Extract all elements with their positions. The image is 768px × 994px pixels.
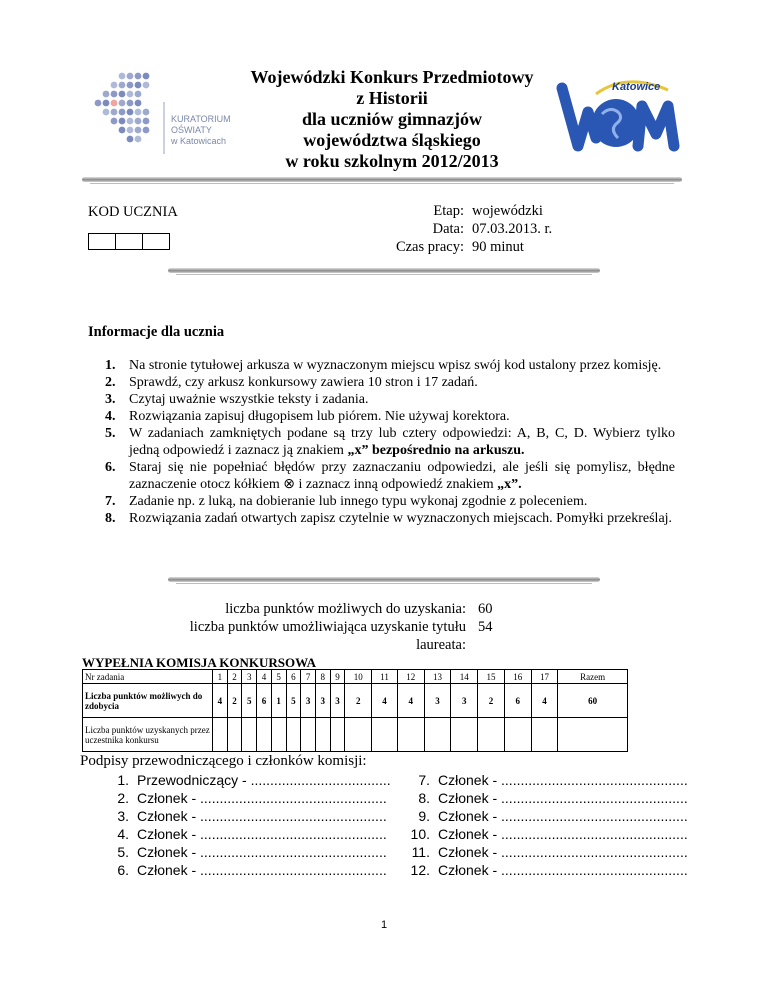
logo-dot bbox=[119, 82, 126, 89]
info-item: 5. W zadaniach zamkniętych podane są trzy lub cztery odpowiedzi: A, B, C, D. Wybierz tylko jedną odpowiedź i zaznacz ją znakiem „x” bezpośrednio na arkuszu. bbox=[105, 426, 675, 458]
task-number-cell: 3 bbox=[242, 670, 257, 684]
earned-points-cell[interactable] bbox=[558, 718, 628, 752]
page-number: 1 bbox=[380, 919, 388, 931]
info-item: 4. Rozwiązania zapisuj długopisem lub piórem. Nie używaj korektora. bbox=[105, 409, 510, 424]
score-table bbox=[82, 669, 628, 752]
signatures-heading: Podpisy przewodniczącego i członków komisji: bbox=[80, 753, 367, 769]
student-code-label: KOD UCZNIA bbox=[88, 204, 178, 220]
info-list bbox=[105, 357, 675, 527]
logo-dot bbox=[103, 100, 110, 107]
logo-dot bbox=[127, 73, 134, 80]
earned-points-cell[interactable] bbox=[286, 718, 301, 752]
task-number-cell: 15 bbox=[478, 670, 505, 684]
max-points-cell: 4 bbox=[213, 684, 228, 718]
signature-line[interactable]: 10. Członek - ................................................ bbox=[410, 826, 688, 842]
row-label: Liczba punktów uzyskanych przez uczestnika konkursu bbox=[83, 718, 213, 752]
task-number-cell: 12 bbox=[397, 670, 424, 684]
max-points-cell: 3 bbox=[451, 684, 478, 718]
max-points-row bbox=[83, 684, 628, 718]
logo-dot bbox=[143, 109, 150, 116]
earned-points-cell[interactable] bbox=[271, 718, 286, 752]
task-number-cell: 2 bbox=[227, 670, 242, 684]
max-points-cell: 2 bbox=[478, 684, 505, 718]
max-points-cell: 3 bbox=[330, 684, 345, 718]
logo-dot bbox=[119, 73, 126, 80]
logo-dot bbox=[135, 127, 142, 134]
info-item: 3. Czytaj uważnie wszystkie teksty i zadania. bbox=[105, 392, 369, 407]
task-number-cell: 17 bbox=[531, 670, 558, 684]
exam-time-label: Czas pracy: bbox=[395, 239, 464, 255]
points-summary bbox=[140, 600, 493, 654]
signature-line[interactable]: 6. Członek - ................................................ bbox=[117, 862, 387, 878]
max-points-value: 60 bbox=[478, 601, 493, 617]
logo-dot bbox=[119, 100, 126, 107]
task-number-cell: 16 bbox=[504, 670, 531, 684]
earned-points-cell[interactable] bbox=[451, 718, 478, 752]
max-points-cell: 4 bbox=[397, 684, 424, 718]
earned-points-cell[interactable] bbox=[242, 718, 257, 752]
points-row bbox=[140, 618, 493, 654]
code-box[interactable] bbox=[115, 233, 143, 250]
logo-dot bbox=[135, 118, 142, 125]
task-number-cell: 9 bbox=[330, 670, 345, 684]
earned-points-cell[interactable] bbox=[213, 718, 228, 752]
max-points-cell: 4 bbox=[372, 684, 398, 718]
exam-info-row bbox=[380, 220, 552, 238]
task-number-cell: 7 bbox=[301, 670, 316, 684]
max-points-cell: 60 bbox=[558, 684, 628, 718]
logo-dot bbox=[135, 136, 142, 143]
logo-dot bbox=[135, 100, 142, 107]
logo-dot bbox=[143, 127, 150, 134]
logo-dot bbox=[127, 100, 134, 107]
commission-heading: WYPEŁNIA KOMISJA KONKURSOWA bbox=[82, 655, 317, 670]
earned-points-cell[interactable] bbox=[315, 718, 330, 752]
points-row bbox=[140, 600, 493, 618]
exam-info-row bbox=[380, 202, 552, 220]
task-number-cell: 13 bbox=[424, 670, 451, 684]
max-points-cell: 3 bbox=[315, 684, 330, 718]
task-number-cell: 5 bbox=[271, 670, 286, 684]
max-points-cell: 5 bbox=[242, 684, 257, 718]
max-points-cell: 3 bbox=[424, 684, 451, 718]
code-box[interactable] bbox=[142, 233, 170, 250]
logo-dot bbox=[127, 109, 134, 116]
info-heading: Informacje dla ucznia bbox=[88, 324, 225, 340]
title-line: z Historii bbox=[356, 88, 428, 108]
laureate-points-value: 54 bbox=[478, 619, 493, 635]
max-points-cell: 3 bbox=[301, 684, 316, 718]
logo-dot bbox=[111, 82, 118, 89]
code-box[interactable] bbox=[88, 233, 116, 250]
divider bbox=[82, 177, 682, 182]
logo-dot bbox=[127, 136, 134, 143]
row-label: Liczba punktów możliwych do zdobycia bbox=[83, 684, 213, 718]
exam-info bbox=[380, 202, 552, 256]
logo-dot bbox=[143, 118, 150, 125]
earned-points-row bbox=[83, 718, 628, 752]
logo-dot bbox=[119, 127, 126, 134]
exam-date-label: Data: bbox=[432, 221, 464, 237]
logo-dot bbox=[127, 118, 134, 125]
max-points-label: liczba punktów możliwych do uzyskania: bbox=[225, 601, 466, 617]
task-number-cell: Razem bbox=[558, 670, 628, 684]
info-item: 8. Rozwiązania zadań otwartych zapisz czytelnie w wyznaczonych miejscach. Pomyłki przekreślaj. bbox=[105, 511, 673, 526]
exam-stage-value: wojewódzki bbox=[472, 203, 543, 219]
task-number-cell: 10 bbox=[345, 670, 372, 684]
divider bbox=[168, 268, 600, 273]
contest-title bbox=[232, 67, 552, 172]
max-points-cell: 1 bbox=[271, 684, 286, 718]
earned-points-cell[interactable] bbox=[372, 718, 398, 752]
title-line: dla uczniów gimnazjów bbox=[302, 109, 482, 129]
divider bbox=[168, 577, 600, 582]
signatures-right bbox=[410, 771, 688, 879]
logo-dot bbox=[135, 109, 142, 116]
logo-dot bbox=[103, 91, 110, 98]
laureate-points-label: liczba punktów umożliwiająca uzyskanie tytułu laureata: bbox=[189, 619, 466, 653]
max-points-cell: 2 bbox=[227, 684, 242, 718]
max-points-cell: 6 bbox=[257, 684, 272, 718]
row-label: Nr zadania bbox=[83, 670, 213, 684]
title-line: w roku szkolnym 2012/2013 bbox=[285, 151, 499, 171]
signature-line[interactable]: 2. Członek - ................................................ bbox=[117, 790, 387, 806]
signature-line[interactable]: 8. Członek - ................................................ bbox=[418, 790, 688, 806]
signature-line[interactable]: 4. Członek - ................................................ bbox=[117, 826, 387, 842]
task-number-cell: 1 bbox=[213, 670, 228, 684]
max-points-cell: 6 bbox=[504, 684, 531, 718]
signature-line[interactable]: 5. Członek - ................................................ bbox=[117, 844, 387, 860]
exam-date-value: 07.03.2013. r. bbox=[472, 221, 553, 237]
logo-dot bbox=[135, 91, 142, 98]
logo-dot bbox=[119, 118, 126, 125]
earned-points-cell[interactable] bbox=[424, 718, 451, 752]
task-number-cell: 14 bbox=[451, 670, 478, 684]
task-number-cell: 11 bbox=[372, 670, 398, 684]
signature-line[interactable]: 3. Członek - ................................................ bbox=[117, 808, 387, 824]
task-number-cell: 8 bbox=[315, 670, 330, 684]
logo-dot bbox=[119, 109, 126, 116]
kuratorium-text: KURATORIUM OŚWIATY w Katowicach bbox=[171, 114, 231, 146]
max-points-cell: 2 bbox=[345, 684, 372, 718]
logo-dot bbox=[143, 82, 150, 89]
exam-info-row bbox=[380, 238, 552, 256]
info-item: 1. Na stronie tytułowej arkusza w wyznaczonym miejscu wpisz swój kod ustalony przez komisję. bbox=[105, 358, 662, 373]
earned-points-cell[interactable] bbox=[478, 718, 505, 752]
signature-line[interactable]: 11. Członek - ................................................ bbox=[411, 844, 688, 860]
wom-katowice-label: Katowice bbox=[612, 81, 661, 93]
student-code-boxes[interactable] bbox=[88, 233, 170, 250]
earned-points-cell[interactable] bbox=[257, 718, 272, 752]
info-item: 6. Staraj się nie popełniać błędów przy zaznaczaniu odpowiedzi, ale jeśli się pomylisz, błędne zaznaczenie otocz kółkiem ⊗ i zaznacz inną odpowiedź znakiem „x”. bbox=[105, 460, 675, 492]
logo-dot bbox=[111, 100, 118, 107]
logo-dot bbox=[103, 109, 110, 116]
wom-logo bbox=[556, 76, 682, 158]
task-number-cell: 6 bbox=[286, 670, 301, 684]
task-number-cell: 4 bbox=[257, 670, 272, 684]
earned-points-cell[interactable] bbox=[397, 718, 424, 752]
max-points-cell: 5 bbox=[286, 684, 301, 718]
title-line: Wojewódzki Konkurs Przedmiotowy bbox=[250, 67, 534, 87]
earned-points-cell[interactable] bbox=[301, 718, 316, 752]
exam-time-value: 90 minut bbox=[472, 239, 524, 255]
logo-dot bbox=[111, 118, 118, 125]
logo-dot bbox=[135, 82, 142, 89]
task-number-row bbox=[83, 670, 628, 684]
exam-stage-label: Etap: bbox=[433, 203, 464, 219]
logo-dot bbox=[143, 73, 150, 80]
title-line: województwa śląskiego bbox=[303, 130, 481, 150]
logo-dot bbox=[111, 91, 118, 98]
logo-dot bbox=[119, 91, 126, 98]
signature-line[interactable]: 12. Członek - ................................................ bbox=[410, 862, 688, 878]
info-item: 2. Sprawdź, czy arkusz konkursowy zawiera 10 stron i 17 zadań. bbox=[105, 375, 478, 390]
logo-dot bbox=[95, 100, 102, 107]
max-points-cell: 4 bbox=[531, 684, 558, 718]
logo-dot bbox=[127, 127, 134, 134]
signature-line[interactable]: 1. Przewodniczący - .................................... bbox=[117, 772, 391, 788]
logo-dot bbox=[135, 73, 142, 80]
signature-line[interactable]: 9. Członek - ................................................ bbox=[418, 808, 688, 824]
earned-points-cell[interactable] bbox=[330, 718, 345, 752]
earned-points-cell[interactable] bbox=[227, 718, 242, 752]
signatures-left bbox=[112, 771, 391, 879]
earned-points-cell[interactable] bbox=[345, 718, 372, 752]
logo-dot bbox=[127, 82, 134, 89]
signature-line[interactable]: 7. Członek - ................................................ bbox=[418, 772, 688, 788]
logo-dot bbox=[127, 91, 134, 98]
logo-dot bbox=[111, 109, 118, 116]
earned-points-cell[interactable] bbox=[504, 718, 531, 752]
info-item: 7. Zadanie np. z luką, na dobieranie lub innego typu wykonaj zgodnie z poleceniem. bbox=[105, 494, 588, 509]
earned-points-cell[interactable] bbox=[531, 718, 558, 752]
